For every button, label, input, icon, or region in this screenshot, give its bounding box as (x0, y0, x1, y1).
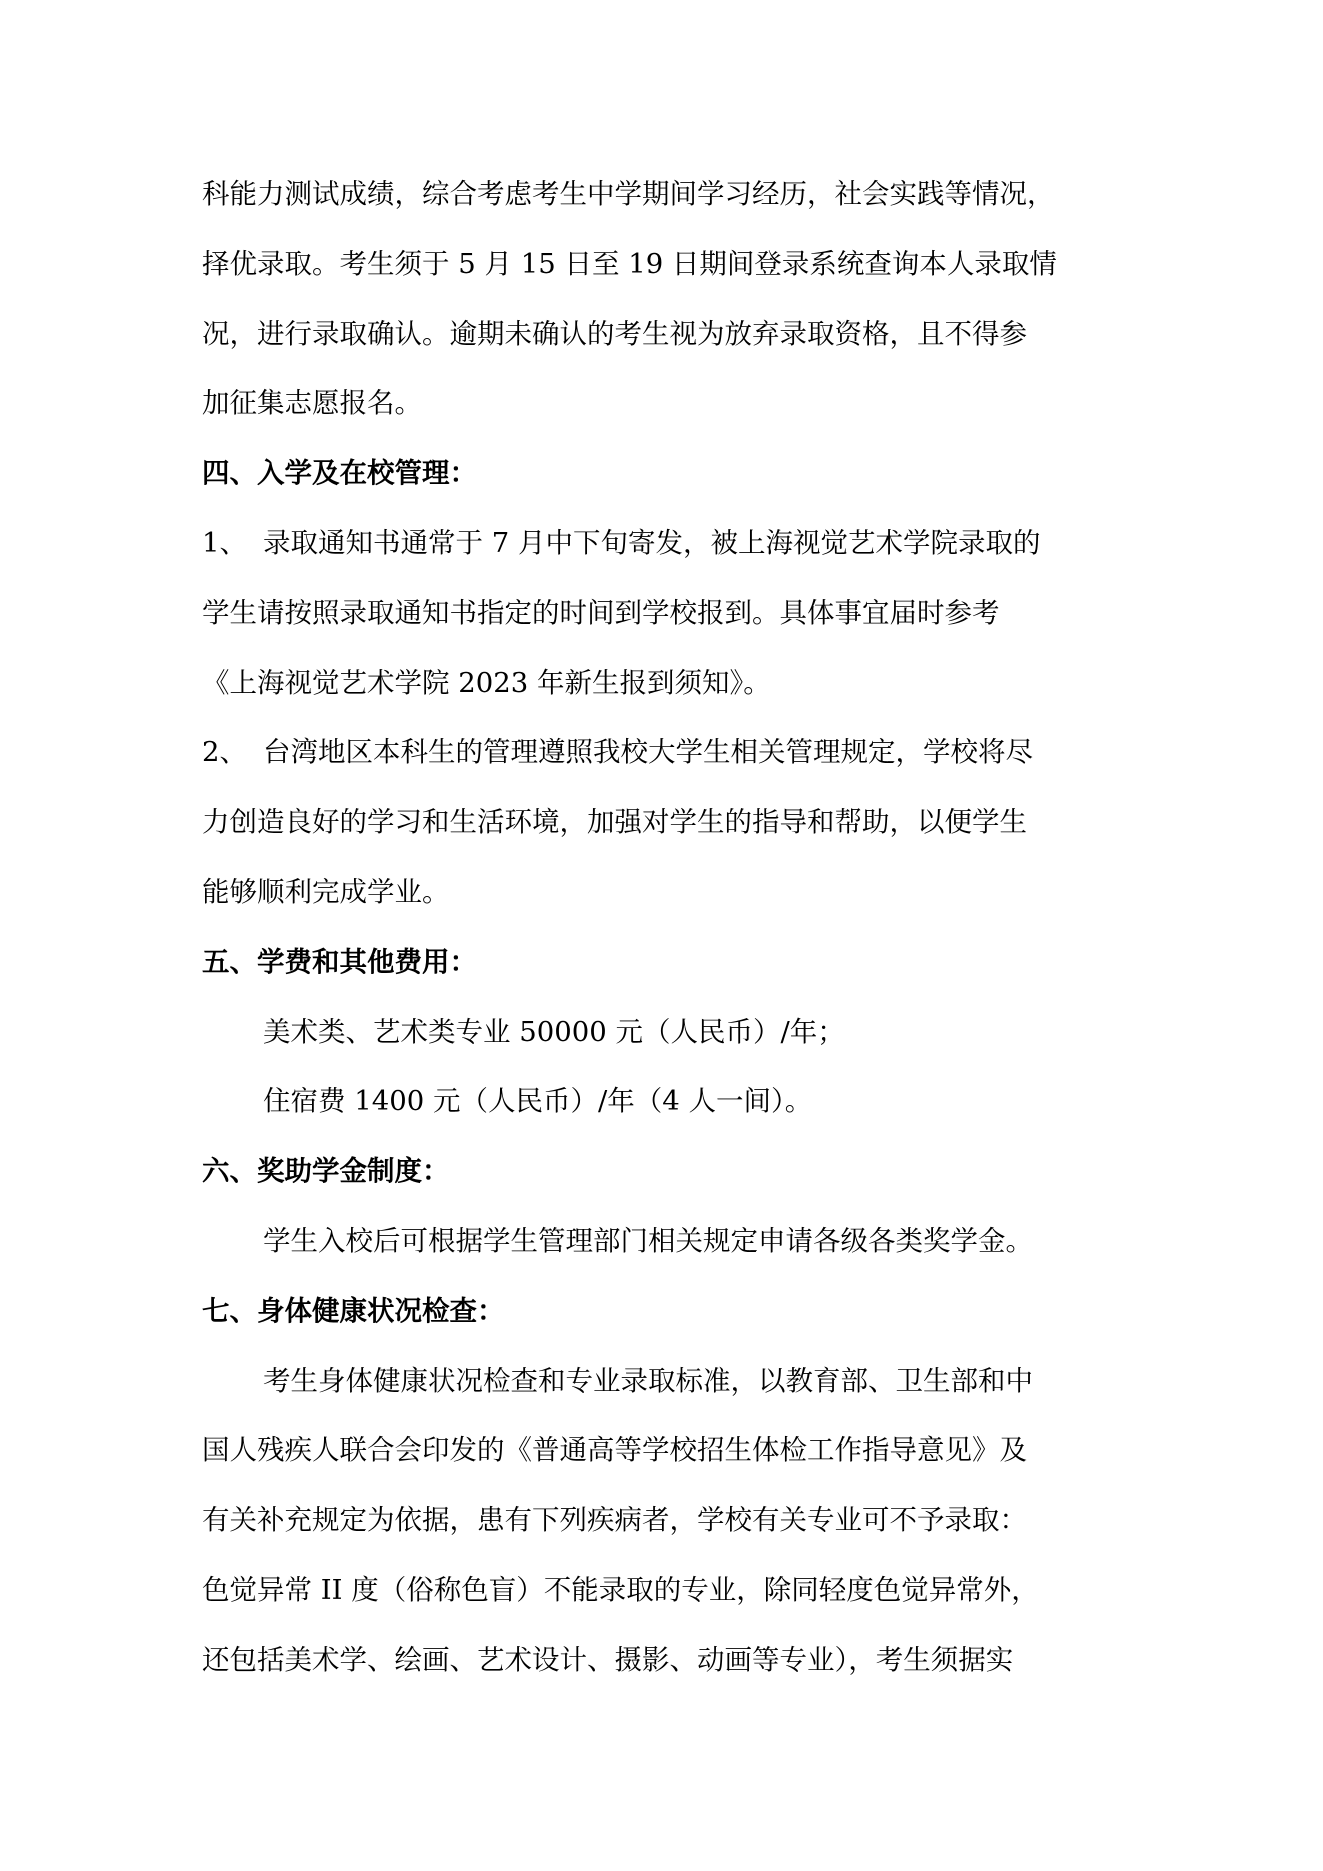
section-heading: 四、入学及在校管理： (202, 457, 477, 490)
paragraph-line: 色觉异常 II 度（俗称色盲）不能录取的专业，除同轻度色觉异常外， (202, 1573, 1039, 1606)
accommodation-line: 住宿费 1400 元（人民币）/年（4 人一间）。 (263, 1085, 813, 1118)
list-item-text: 学生请按照录取通知书指定的时间到学校报到。具体事宜届时参考 (202, 596, 1000, 629)
paragraph-line: 学生入校后可根据学生管理部门相关规定申请各级各类奖学金。 (263, 1224, 1033, 1257)
section-4-enrollment-management (202, 439, 1122, 928)
paragraph-line: 国人残疾人联合会印发的《普通高等学校招生体检工作指导意见》及 (202, 1434, 1027, 1467)
section-5-tuition-fees (202, 928, 1122, 1137)
paragraph-line: 有关补充规定为依据，患有下列疾病者，学校有关专业可不予录取： (202, 1504, 1027, 1537)
list-item-text: 《上海视觉艺术学院 2023 年新生报到须知》。 (202, 666, 771, 699)
paragraph-line: 择优录取。考生须于 5 月 15 日至 19 日期间登录系统查询本人录取情 (202, 247, 1057, 280)
section-7-health-check (202, 1277, 1122, 1696)
list-item-text: 录取通知书通常于 7 月中下旬寄发，被上海视觉艺术学院录取的 (263, 526, 1041, 559)
tuition-line: 美术类、艺术类专业 50000 元（人民币）/年； (263, 1015, 845, 1048)
section-6-scholarships (202, 1137, 1122, 1277)
section-heading: 七、身体健康状况检查： (202, 1294, 505, 1327)
list-item-text: 能够顺利完成学业。 (202, 875, 450, 908)
paragraph-line: 还包括美术学、绘画、艺术设计、摄影、动画等专业），考生须据实 (202, 1643, 1014, 1676)
list-item-number: 1、 (202, 526, 247, 559)
section-3-continuation (202, 160, 1122, 439)
document-page (202, 160, 1122, 1696)
section-heading: 六、奖助学金制度： (202, 1155, 450, 1188)
section-heading: 五、学费和其他费用： (202, 945, 477, 978)
list-item-text: 力创造良好的学习和生活环境，加强对学生的指导和帮助，以便学生 (202, 806, 1027, 839)
paragraph-line: 科能力测试成绩，综合考虑考生中学期间学习经历，社会实践等情况， (202, 178, 1055, 210)
list-item-text: 台湾地区本科生的管理遵照我校大学生相关管理规定，学校将尽 (263, 736, 1033, 769)
paragraph-line: 考生身体健康状况检查和专业录取标准，以教育部、卫生部和中 (263, 1364, 1033, 1397)
paragraph-line: 加征集志愿报名。 (202, 387, 422, 420)
list-item (202, 509, 1122, 718)
list-item (202, 718, 1122, 927)
list-item-number: 2、 (202, 736, 247, 769)
paragraph-line: 况，进行录取确认。逾期未确认的考生视为放弃录取资格，且不得参 (202, 317, 1027, 350)
